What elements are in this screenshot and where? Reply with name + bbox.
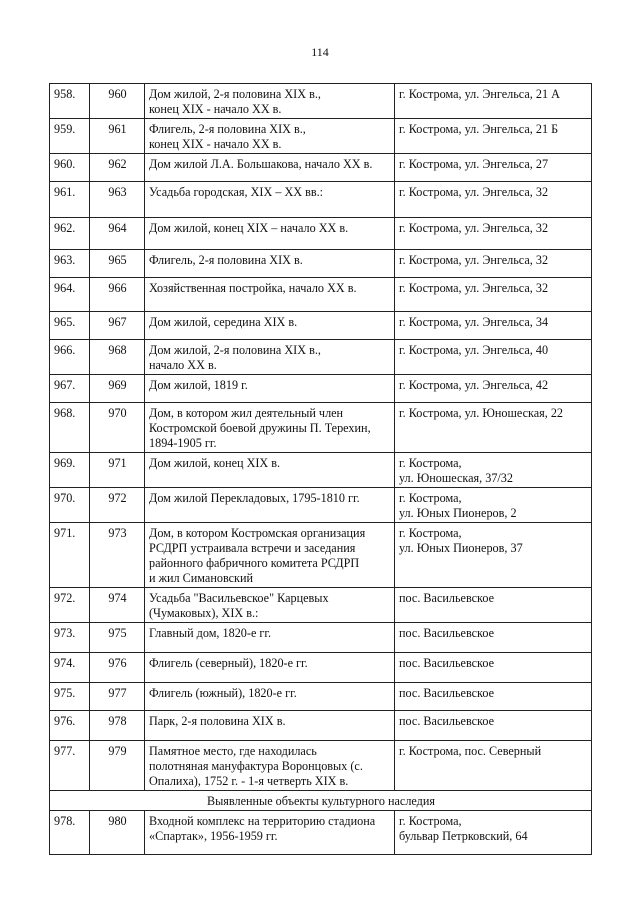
object-address: [395, 312, 592, 340]
table-row: [50, 312, 592, 340]
object-name-line: 1894-1905 гг.: [149, 436, 217, 450]
object-name: [145, 741, 395, 791]
object-name-line: полотняная мануфактура Воронцовых (с.: [149, 759, 363, 773]
object-name-line: Дом жилой Л.А. Большакова, начало XX в.: [149, 157, 373, 171]
table-row: [50, 623, 592, 653]
object-address: [395, 119, 592, 154]
object-id: 961: [90, 119, 145, 154]
row-number: 975.: [50, 683, 90, 711]
object-address-line: ул. Юношеская, 37/32: [399, 471, 513, 485]
object-name-line: «Спартак», 1956-1959 гг.: [149, 829, 278, 843]
object-name-line: Усадьба "Васильевское" Карцевых: [149, 591, 329, 605]
object-name-line: Флигель, 2-я половина XIX в.: [149, 253, 303, 267]
object-id: 974: [90, 588, 145, 623]
row-number: 958.: [50, 84, 90, 119]
object-name-line: Дом жилой, конец XIX в.: [149, 456, 281, 470]
object-name: [145, 403, 395, 453]
row-number: 966.: [50, 340, 90, 375]
object-id: 968: [90, 340, 145, 375]
object-name-line: Парк, 2-я половина XIX в.: [149, 714, 286, 728]
row-number: 965.: [50, 312, 90, 340]
object-address-line: г. Кострома,: [399, 456, 462, 470]
object-name-line: РСДРП устраивала встречи и заседания: [149, 541, 356, 555]
object-address-line: ул. Юных Пионеров, 37: [399, 541, 523, 555]
row-number: 974.: [50, 653, 90, 683]
object-id: 972: [90, 488, 145, 523]
object-name: [145, 523, 395, 588]
object-address: [395, 218, 592, 250]
row-number: 962.: [50, 218, 90, 250]
object-address: [395, 453, 592, 488]
object-name: [145, 811, 395, 855]
object-id: 962: [90, 154, 145, 182]
object-name: [145, 711, 395, 741]
object-name-line: Флигель, 2-я половина XIX в.,: [149, 122, 306, 136]
section-header: Выявленные объекты культурного наследия: [50, 791, 592, 811]
object-name-line: (Чумаковых), XIX в.:: [149, 606, 259, 620]
table-row: [50, 811, 592, 855]
row-number: 961.: [50, 182, 90, 218]
table-row: [50, 683, 592, 711]
object-name: [145, 154, 395, 182]
object-address-line: пос. Васильевское: [399, 714, 494, 728]
row-number: 967.: [50, 375, 90, 403]
object-address: [395, 488, 592, 523]
object-name: [145, 623, 395, 653]
object-name-line: Флигель (южный), 1820-е гг.: [149, 686, 297, 700]
object-address-line: г. Кострома,: [399, 526, 462, 540]
section-header-body: [50, 791, 592, 811]
row-number: 969.: [50, 453, 90, 488]
object-id: 973: [90, 523, 145, 588]
row-number: 963.: [50, 250, 90, 278]
object-name-line: Флигель (северный), 1820-е гг.: [149, 656, 308, 670]
object-address: [395, 403, 592, 453]
object-address: [395, 588, 592, 623]
object-id: 970: [90, 403, 145, 453]
row-number: 972.: [50, 588, 90, 623]
object-name: [145, 453, 395, 488]
object-address-line: ул. Юных Пионеров, 2: [399, 506, 517, 520]
object-address-line: г. Кострома, ул. Энгельса, 34: [399, 315, 549, 329]
object-name-line: конец XIX - начало XX в.: [149, 102, 282, 116]
object-name: [145, 278, 395, 312]
object-name: [145, 84, 395, 119]
object-address-line: г. Кострома, ул. Энгельса, 21 Б: [399, 122, 559, 136]
object-name-line: конец XIX - начало XX в.: [149, 137, 282, 151]
table-row: [50, 711, 592, 741]
object-id: 977: [90, 683, 145, 711]
object-id: 964: [90, 218, 145, 250]
object-name-line: Главный дом, 1820-е гг.: [149, 626, 272, 640]
object-id: 966: [90, 278, 145, 312]
object-address-line: пос. Васильевское: [399, 626, 494, 640]
object-id: 971: [90, 453, 145, 488]
object-name-line: Дом, в котором жил деятельный член: [149, 406, 344, 420]
object-address: [395, 623, 592, 653]
heritage-registry-table: [49, 83, 592, 855]
object-id: 967: [90, 312, 145, 340]
table-row: [50, 375, 592, 403]
object-address: [395, 84, 592, 119]
object-address: [395, 711, 592, 741]
object-address: [395, 683, 592, 711]
row-number: 960.: [50, 154, 90, 182]
object-name: [145, 488, 395, 523]
table-row: [50, 523, 592, 588]
object-address-line: г. Кострома, ул. Энгельса, 27: [399, 157, 549, 171]
object-address-line: г. Кострома, ул. Энгельса, 32: [399, 185, 549, 199]
row-number: 971.: [50, 523, 90, 588]
object-name: [145, 182, 395, 218]
object-name: [145, 250, 395, 278]
object-name: [145, 340, 395, 375]
object-address-line: бульвар Петрковский, 64: [399, 829, 528, 843]
table-row: [50, 488, 592, 523]
row-number: 978.: [50, 811, 90, 855]
object-name-line: Усадьба городская, XIX – XX вв.:: [149, 185, 324, 199]
object-address: [395, 340, 592, 375]
table-row: [50, 119, 592, 154]
object-address-line: г. Кострома, ул. Энгельса, 32: [399, 221, 549, 235]
object-address: [395, 182, 592, 218]
row-number: 976.: [50, 711, 90, 741]
object-address: [395, 250, 592, 278]
object-id: 969: [90, 375, 145, 403]
table-row: [50, 154, 592, 182]
object-address: [395, 741, 592, 791]
object-name: [145, 312, 395, 340]
object-address-line: г. Кострома,: [399, 491, 462, 505]
object-name: [145, 375, 395, 403]
object-address-line: г. Кострома,: [399, 814, 462, 828]
object-name-line: Входной комплекс на территорию стадиона: [149, 814, 376, 828]
object-address: [395, 278, 592, 312]
row-number: 968.: [50, 403, 90, 453]
object-name: [145, 683, 395, 711]
table-row: [50, 741, 592, 791]
object-name-line: Хозяйственная постройка, начало XX в.: [149, 281, 357, 295]
object-name-line: Дом жилой Перекладовых, 1795-1810 гг.: [149, 491, 360, 505]
table-row: [50, 250, 592, 278]
object-id: 978: [90, 711, 145, 741]
row-number: 977.: [50, 741, 90, 791]
object-address-line: пос. Васильевское: [399, 686, 494, 700]
table-row: [50, 278, 592, 312]
object-name-line: Дом жилой, середина XIX в.: [149, 315, 298, 329]
object-address-line: пос. Васильевское: [399, 591, 494, 605]
object-name: [145, 119, 395, 154]
object-address-line: пос. Васильевское: [399, 656, 494, 670]
object-address: [395, 811, 592, 855]
row-number: 973.: [50, 623, 90, 653]
table-row: [50, 403, 592, 453]
object-name-line: Дом жилой, конец XIX – начало XX в.: [149, 221, 349, 235]
object-address-line: г. Кострома, ул. Энгельса, 32: [399, 253, 549, 267]
object-id: 975: [90, 623, 145, 653]
page-number: 114: [311, 45, 329, 59]
row-number: 964.: [50, 278, 90, 312]
object-id: 976: [90, 653, 145, 683]
object-name: [145, 588, 395, 623]
object-name-line: районного фабричного комитета РСДРП: [149, 556, 360, 570]
table-row: [50, 84, 592, 119]
object-name: [145, 653, 395, 683]
registry-body: [50, 84, 592, 791]
object-address: [395, 653, 592, 683]
row-number: 959.: [50, 119, 90, 154]
object-address: [395, 375, 592, 403]
object-name-line: Дом жилой, 2-я половина XIX в.,: [149, 87, 321, 101]
object-address: [395, 523, 592, 588]
table-row: [50, 218, 592, 250]
table-row: [50, 182, 592, 218]
table-row: [50, 453, 592, 488]
table-row: [50, 340, 592, 375]
object-address: [395, 154, 592, 182]
section-header-row: [50, 791, 592, 811]
object-name-line: Опалиха), 1752 г. - 1-я четверть XIX в.: [149, 774, 349, 788]
object-name-line: Дом, в котором Костромская организация: [149, 526, 366, 540]
object-address-line: г. Кострома, ул. Энгельса, 21 А: [399, 87, 560, 101]
section-registry-body: [50, 811, 592, 855]
object-id: 980: [90, 811, 145, 855]
object-id: 965: [90, 250, 145, 278]
object-name-line: Костромской боевой дружины П. Терехин,: [149, 421, 371, 435]
object-name: [145, 218, 395, 250]
object-address-line: г. Кострома, ул. Энгельса, 40: [399, 343, 549, 357]
object-address-line: г. Кострома, ул. Энгельса, 32: [399, 281, 549, 295]
object-id: 963: [90, 182, 145, 218]
object-address-line: г. Кострома, ул. Энгельса, 42: [399, 378, 549, 392]
object-address-line: г. Кострома, пос. Северный: [399, 744, 542, 758]
object-name-line: и жил Симановский: [149, 571, 254, 585]
object-name-line: Дом жилой, 2-я половина XIX в.,: [149, 343, 321, 357]
object-id: 979: [90, 741, 145, 791]
object-name-line: Дом жилой, 1819 г.: [149, 378, 248, 392]
object-name-line: Памятное место, где находилась: [149, 744, 317, 758]
table-row: [50, 588, 592, 623]
row-number: 970.: [50, 488, 90, 523]
object-name-line: начало XX в.: [149, 358, 217, 372]
table-row: [50, 653, 592, 683]
object-address-line: г. Кострома, ул. Юношеская, 22: [399, 406, 564, 420]
object-id: 960: [90, 84, 145, 119]
